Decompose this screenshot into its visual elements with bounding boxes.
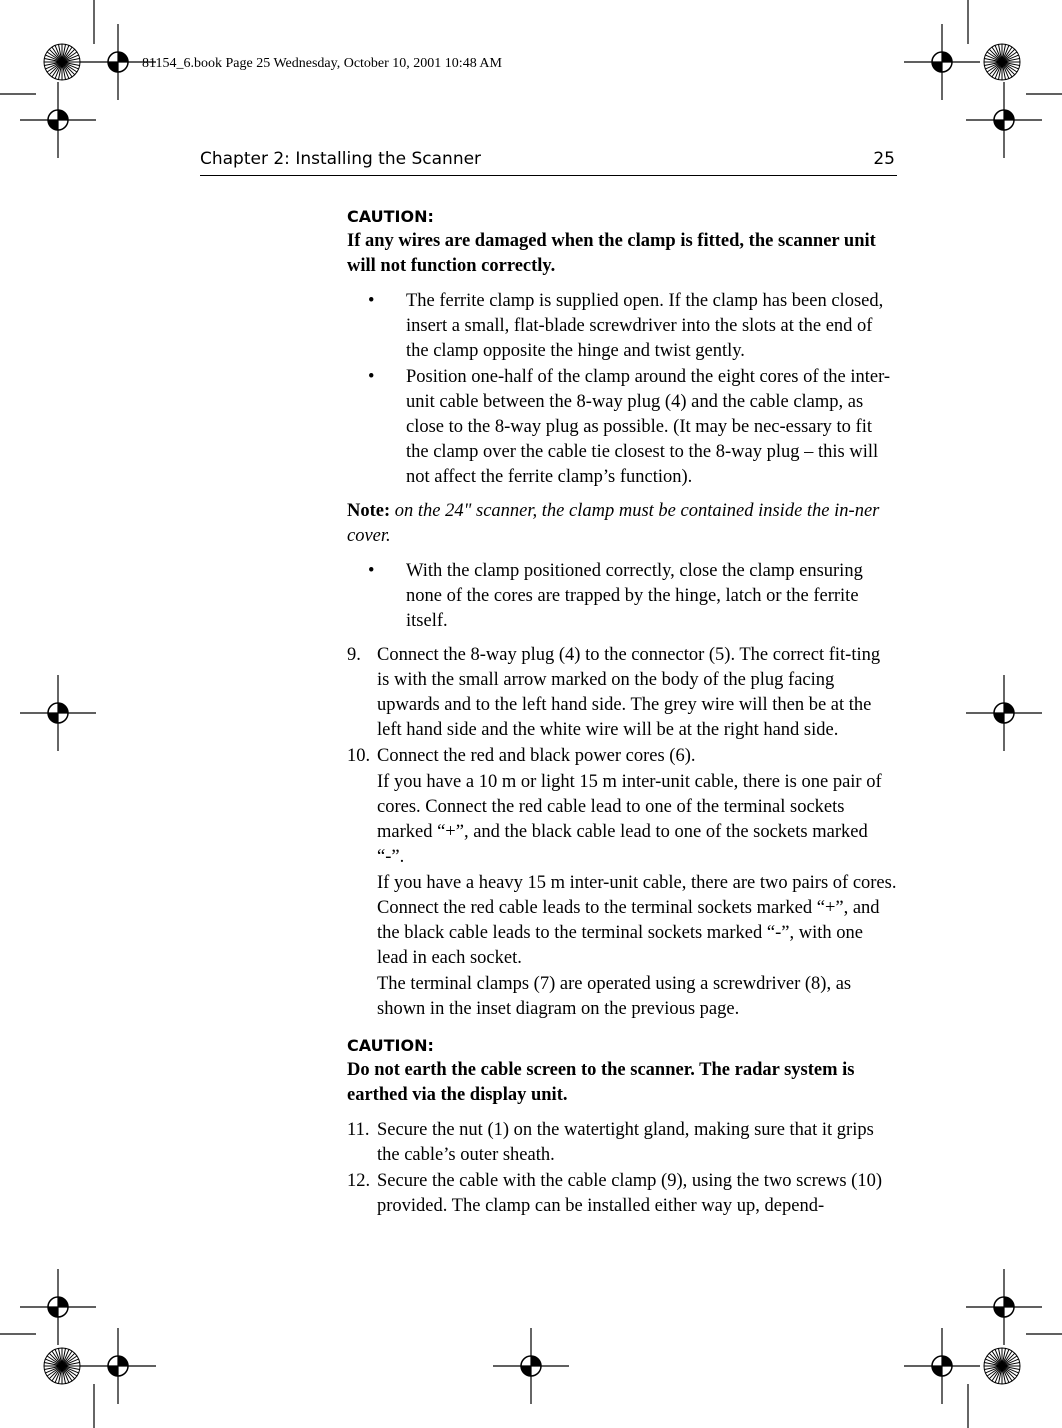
note-text: on the 24" scanner, the clamp must be contained inside the in-ner cover. <box>347 501 880 546</box>
registration-mark <box>966 675 1042 751</box>
step-number: 12. <box>347 1171 371 1191</box>
caution-block <box>347 1034 897 1108</box>
numbered-steps <box>347 1118 897 1219</box>
chapter-title: Chapter 2: Installing the Scanner <box>200 149 482 169</box>
step-text: Connect the red and black power cores (6). <box>377 746 696 766</box>
bullet-list <box>347 559 897 634</box>
step-text: Secure the nut (1) on the watertight gland, making sure that it grips the cable’s outer sheath. <box>377 1120 874 1165</box>
bullet-icon: • <box>368 561 375 581</box>
step-item <box>347 1169 897 1219</box>
step-text: Secure the cable with the cable clamp (9), using the two screws (10) provided. The clamp can be installed either way up, depend- <box>377 1171 882 1216</box>
list-item <box>347 365 897 490</box>
caution-title: CAUTION: <box>347 207 434 226</box>
bullet-icon: • <box>368 291 375 311</box>
registration-mark <box>493 1328 569 1404</box>
step-text: Connect the 8-way plug (4) to the connector (5). The correct fit-ting is with the small arrow marked on the body of the plug facing upwards and to the left hand side. The grey wire will then be at the left hand side and the white wire will be at the right hand side. <box>377 645 881 740</box>
note-label: Note: <box>347 501 391 521</box>
list-item-text: Position one-half of the clamp around the eight cores of the inter-unit cable between the 8-way plug (4) and the cable clamp, as close to the 8-way plug as possible. (It may be nec-essary to fit the clamp over the cable tie closest to the 8-way plug – this will not affect the ferrite clamp’s function). <box>406 367 891 487</box>
note <box>347 499 897 549</box>
running-header <box>200 147 897 176</box>
caution-title: CAUTION: <box>347 1036 434 1055</box>
page-number: 25 <box>873 149 895 169</box>
bullet-list <box>347 289 897 490</box>
bullet-icon: • <box>368 367 375 387</box>
corner-starburst-top-left <box>44 44 80 80</box>
caution-text: If any wires are damaged when the clamp is fitted, the scanner unit will not function correctly. <box>347 231 876 276</box>
list-item-text: The ferrite clamp is supplied open. If the clamp has been closed, insert a small, flat-blade screwdriver into the slots at the end of the clamp opposite the hinge and twist gently. <box>406 291 884 361</box>
body-text <box>347 205 897 1220</box>
step-paragraph: If you have a 10 m or light 15 m inter-unit cable, there is one pair of cores. Connect the red cable lead to one of the terminal sockets marked “+”, and the black cable lead to one of the sockets marked “-”. <box>377 772 882 867</box>
step-number: 9. <box>347 645 361 665</box>
numbered-steps <box>347 643 897 1022</box>
corner-starburst-bottom-left <box>44 1348 80 1384</box>
corner-starburst-top-right <box>984 44 1020 80</box>
caution-text: Do not earth the cable screen to the scanner. The radar system is earthed via the display unit. <box>347 1060 855 1105</box>
step-number: 11. <box>347 1120 370 1140</box>
print-slug: 81154_6.book Page 25 Wednesday, October 10, 2001 10:48 AM <box>142 56 502 71</box>
step-item <box>347 643 897 743</box>
step-item <box>347 1118 897 1168</box>
list-item <box>347 559 897 634</box>
step-paragraph: If you have a heavy 15 m inter-unit cable, there are two pairs of cores. Connect the red cable leads to the terminal sockets marked “+”, and the black cable leads to the terminal sockets marked “-”, with one lead in each socket. <box>377 873 897 968</box>
step-item <box>347 744 897 1022</box>
caution-block <box>347 205 897 279</box>
list-item <box>347 289 897 364</box>
step-number: 10. <box>347 746 371 766</box>
step-paragraph: The terminal clamps (7) are operated using a screwdriver (8), as shown in the inset diagram on the previous page. <box>377 974 852 1019</box>
corner-starburst-bottom-right <box>984 1348 1020 1384</box>
registration-mark <box>20 675 96 751</box>
list-item-text: With the clamp positioned correctly, close the clamp ensuring none of the cores are trapped by the hinge, latch or the ferrite itself. <box>406 561 863 631</box>
registration-mark <box>80 1328 156 1404</box>
